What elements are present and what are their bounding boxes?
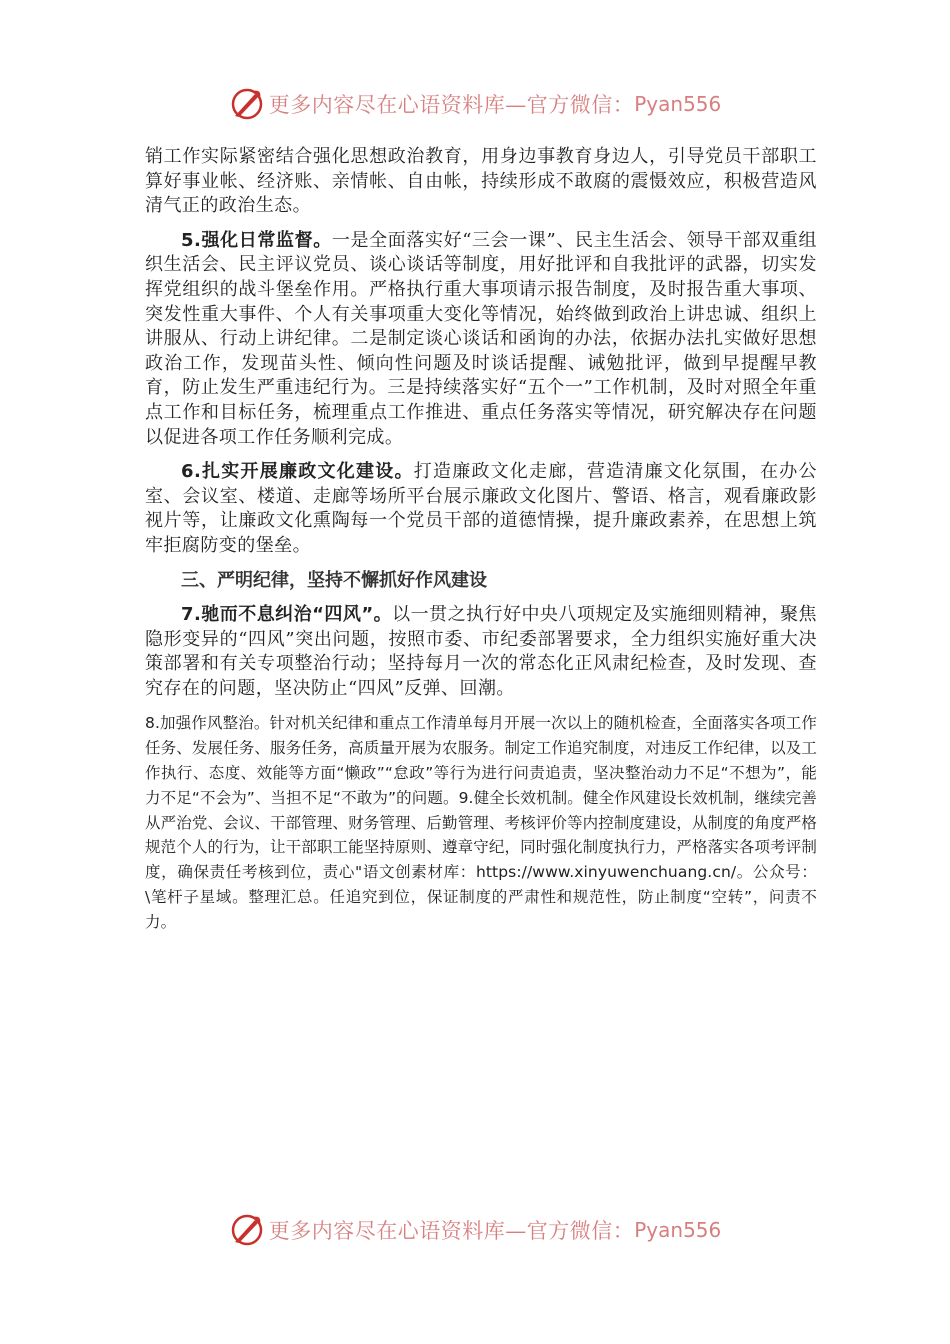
paragraph-item-8-9: 8.加强作风整治。针对机关纪律和重点工作清单每月开展一次以上的随机检查，全面落实各项工作任务、发展任务、服务任务，高质量开展为农服务。制定工作追究制度，对违反工作纪律，以及工作执行、态度、效能等方面“懒政”“怠政”等行为进行问责追责，坚决整治动力不足“不想为”，能力不足“不会为”、当担不足“不敢为”的问题。9.健全长效机制。健全作风建设长效机制，继续完善从严治党、会议、干部管理、财务管理、后勤管理、考核评价等内控制度建设，从制度的角度严格规范个人的行为，让干部职工能坚持原则、遵章守纪，同时强化制度执行力，严格落实各项考评制度，确保责任考核到位，责心"语文创素材库：https://www.xinyuwenchuang.cn/。公众号：\笔杆子星域。整理汇总。任追究到位，保证制度的严肃性和规范性，防止制度“空转”，问责不力。: [145, 714, 817, 931]
footer-banner-text: 更多内容尽在心语资料库—官方微信：: [268, 1219, 635, 1243]
item-5-title: 5.强化日常监督。: [181, 229, 332, 251]
paragraph-item-6: [145, 460, 817, 558]
paragraph-item-5: [145, 229, 817, 450]
paragraph-1: 销工作实际紧密结合强化思想政治教育，用身边事教育身边人，引导党员干部职工算好事业帐、经济账、亲情帐、自由帐，持续形成不敢腐的震慑效应，积极营造风清气正的政治生态。: [145, 146, 817, 217]
quill-logo-icon: [229, 86, 265, 122]
item-6-body: 打造廉政文化走廊，营造清廉文化氛围，在办公室、会议室、楼道、走廊等场所平台展示廉政文化图片、警语、格言，观看廉政影视片等，让廉政文化熏陶每一个党员干部的道德情操，提升廉政素养，在思想上筑牢拒腐防变的堡垒。: [145, 461, 817, 556]
section-heading-3: 三、严明纪律，坚持不懈抓好作风建设: [181, 569, 487, 591]
header-banner-text: 更多内容尽在心语资料库—官方微信：: [268, 93, 635, 117]
footer-wechat-id: Pyan556: [634, 1218, 722, 1242]
item-6-title: 6.扎实开展廉政文化建设。: [181, 461, 414, 483]
quill-logo-icon: [229, 1212, 265, 1248]
header-banner: [0, 84, 950, 124]
paragraph-item-7: [145, 603, 817, 701]
document-body: [145, 145, 817, 950]
item-7-body: 以一贯之执行好中央八项规定及实施细则精神，聚焦隐形变异的“四风”突出问题，按照市委、市纪委部署要求，全力组织实施好重大决策部署和有关专项整治行动；坚持每月一次的常态化正风肃纪检查，及时发现、查究存在的问题，坚决防止“四风”反弹、回潮。: [145, 604, 817, 699]
header-wechat-id: Pyan556: [634, 92, 722, 116]
item-7-title: 7.驰而不息纠治“四风”。: [181, 604, 393, 626]
footer-banner: [0, 1210, 950, 1250]
item-5-body: 一是全面落实好“三会一课”、民主生活会、领导干部双重组织生活会、民主评议党员、谈心谈话等制度，用好批评和自我批评的武器，切实发挥党组织的战斗堡垒作用。严格执行重大事项请示报告制度，及时报告重大事项、突发性重大事件、个人有关事项重大变化等情况，始终做到政治上讲忠诚、组织上讲服从、行动上讲纪律。二是制定谈心谈话和函询的办法，依据办法扎实做好思想政治工作，发现苗头性、倾向性问题及时谈话提醒、诫勉批评，做到早提醒早教育，防止发生严重违纪行为。三是持续落实好“五个一”工作机制，及时对照全年重点工作和目标任务，梳理重点工作推进、重点任务落实等情况，研究解决存在问题以促进各项工作任务顺利完成。: [145, 229, 817, 448]
